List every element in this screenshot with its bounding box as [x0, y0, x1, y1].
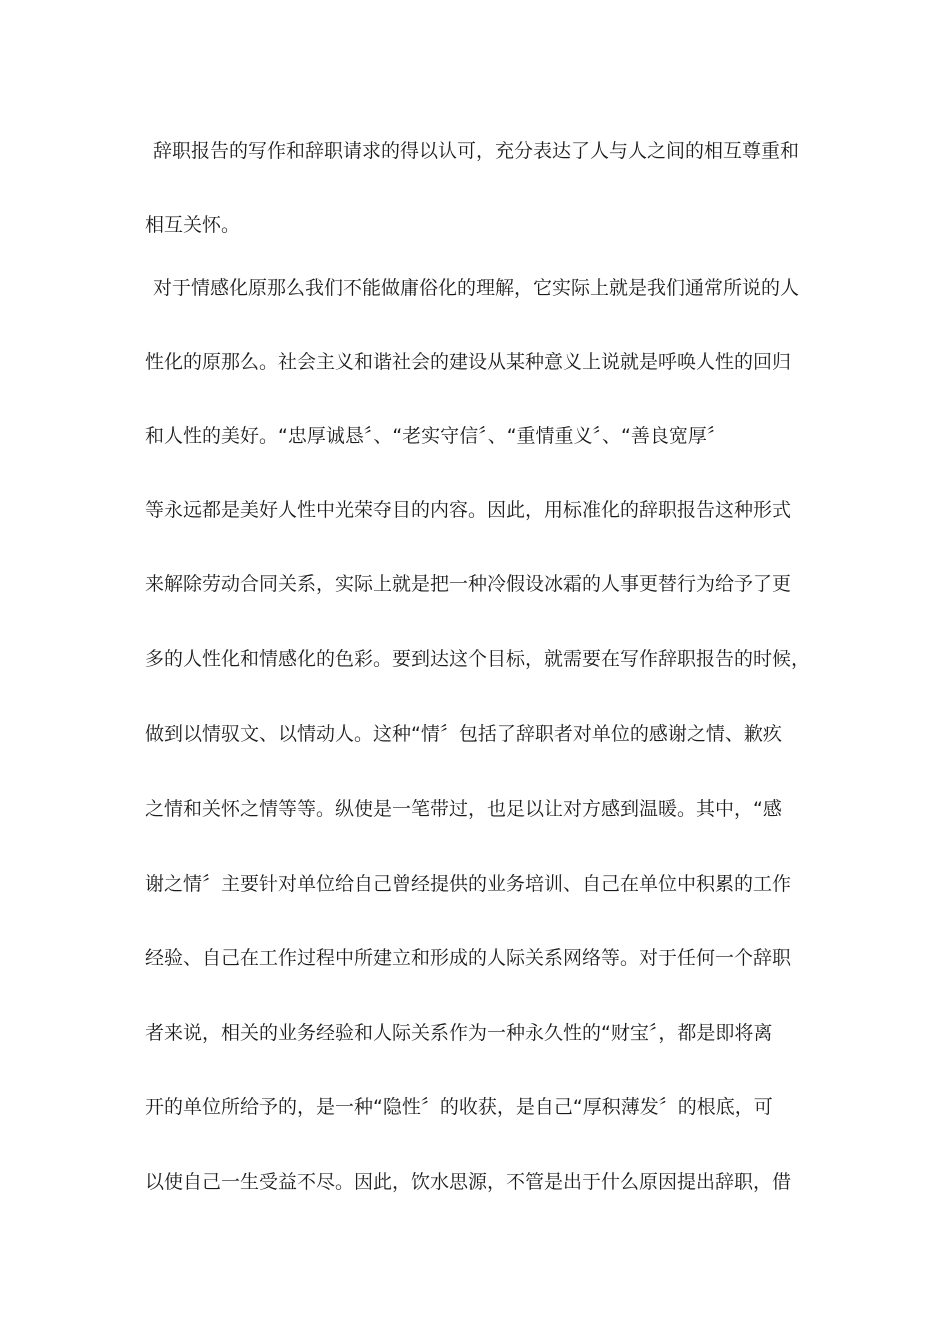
paragraph-2-line-4: 等永远都是美好人性中光荣夺目的内容。因此，用标准化的辞职报告这种形式 — [145, 499, 792, 521]
paragraph-2-line-13: 以使自己一生受益不尽。因此，饮水思源，不管是出于什么原因提出辞职，借 — [145, 1171, 792, 1193]
paragraph-2-line-3: 和人性的美好。“忠厚诚恳〞、“老实守信〞、“重情重义〞、“善良宽厚〞 — [145, 425, 726, 447]
paragraph-2-line-12: 开的单位所给予的，是一种“隐性〞的收获，是自己“厚积薄发〞的根底，可 — [145, 1096, 773, 1118]
paragraph-2-line-9: 谢之情〞主要针对单位给自己曾经提供的业务培训、自己在单位中积累的工作 — [145, 873, 792, 895]
paragraph-2-line-11: 者来说，相关的业务经验和人际关系作为一种永久性的“财宝〞，都是即将离 — [145, 1022, 773, 1044]
paragraph-2-line-7: 做到以情驭文、以情动人。这种“情〞包括了辞职者对单位的感谢之情、歉疚 — [145, 723, 782, 745]
paragraph-2-line-5: 来解除劳动合同关系，实际上就是把一种冷假设冰霜的人事更替行为给予了更 — [145, 573, 792, 595]
paragraph-1-line-1: 辞职报告的写作和辞职请求的得以认可，充分表达了人与人之间的相互尊重和 — [153, 140, 800, 162]
paragraph-2-line-6: 多的人性化和情感化的色彩。要到达这个目标，就需要在写作辞职报告的时候， — [145, 648, 811, 670]
paragraph-2-line-2: 性化的原那么。社会主义和谐社会的建设从某种意义上说就是呼唤人性的回归 — [145, 351, 792, 373]
paragraph-2-line-1: 对于情感化原那么我们不能做庸俗化的理解，它实际上就是我们通常所说的人 — [153, 277, 800, 299]
paragraph-2-line-10: 经验、自己在工作过程中所建立和形成的人际关系网络等。对于任何一个辞职 — [145, 947, 792, 969]
paragraph-1-line-2: 相互关怀。 — [145, 214, 241, 236]
paragraph-2-line-8: 之情和关怀之情等等。纵使是一笔带过，也足以让对方感到温暖。其中，“感 — [145, 798, 782, 820]
